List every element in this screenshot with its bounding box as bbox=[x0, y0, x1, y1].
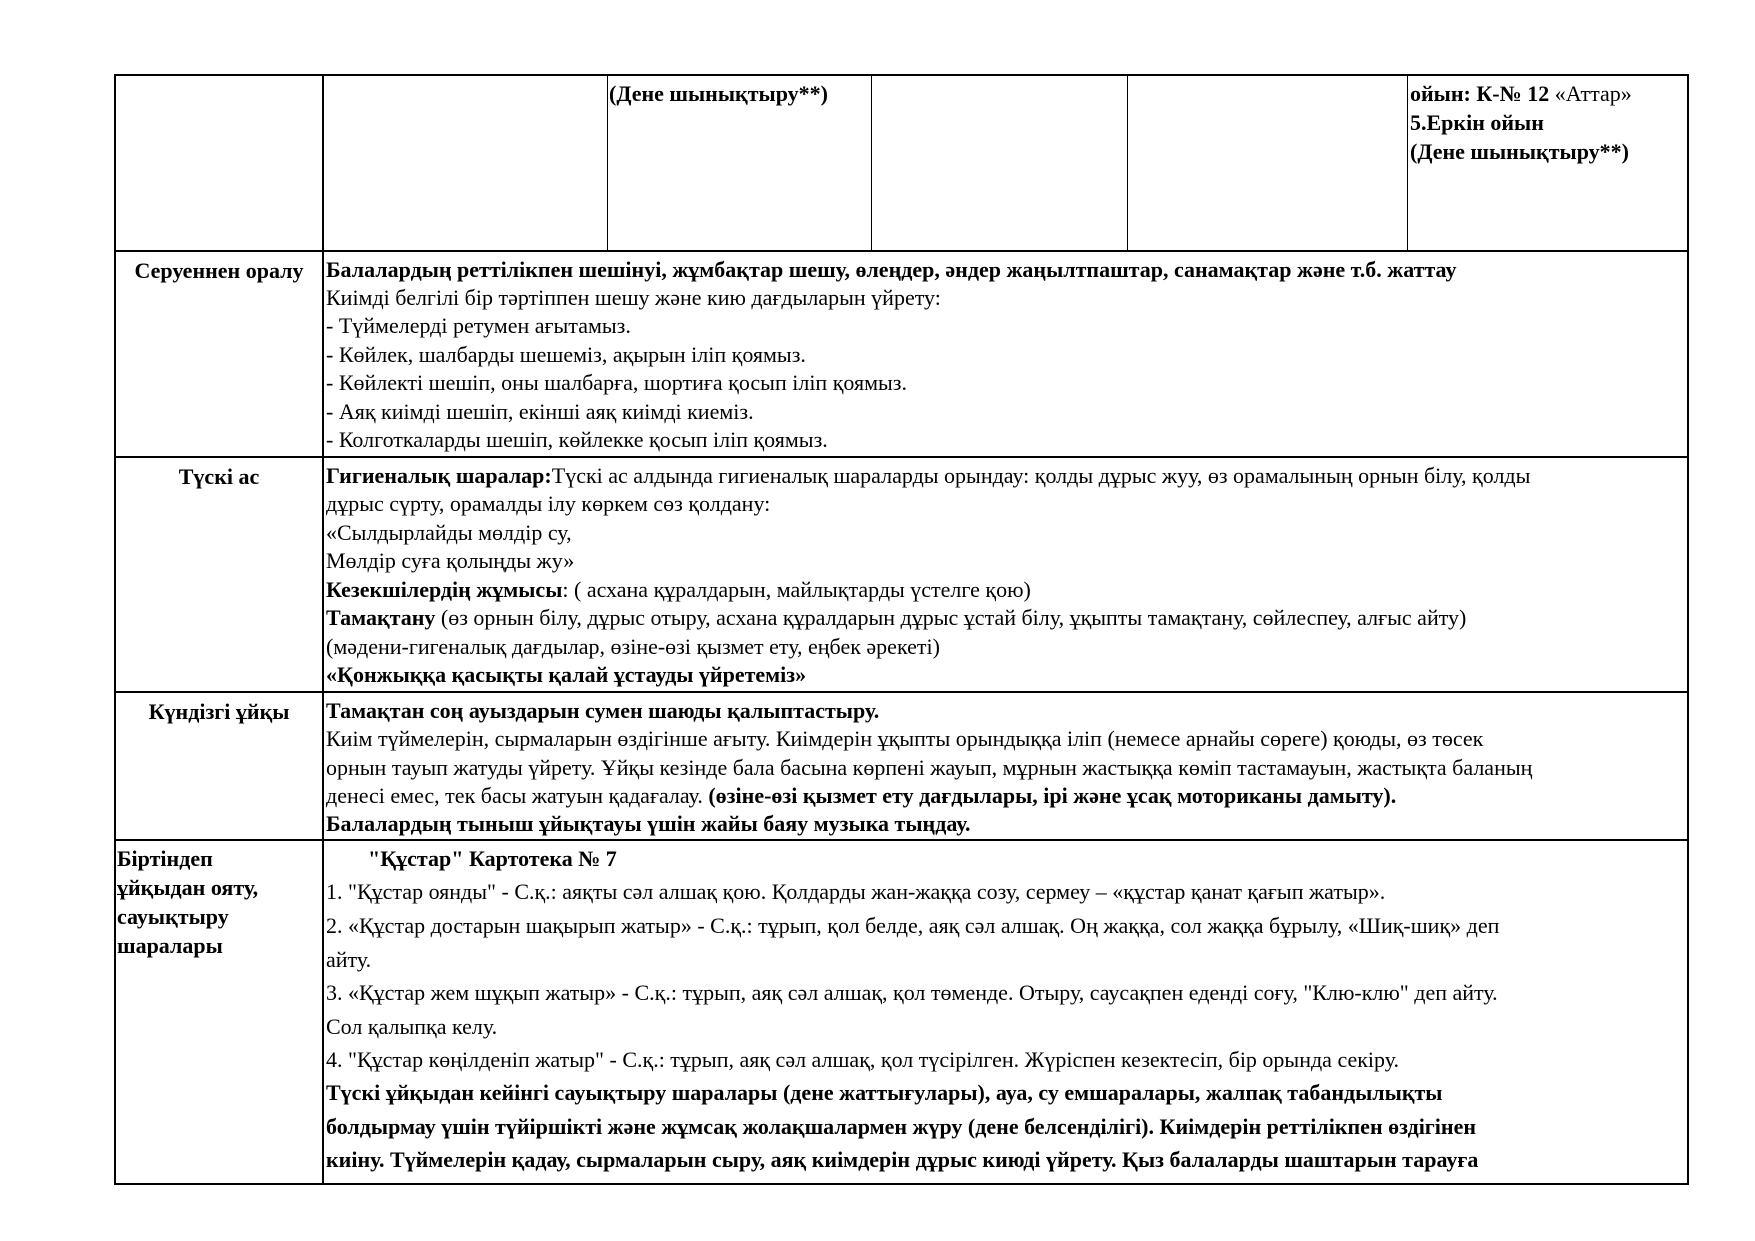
row2-label: Түскі ас bbox=[178, 464, 260, 489]
row0-col3-text: (Дене шынықтыру**) bbox=[609, 81, 828, 106]
row4-label-line: шаралары bbox=[117, 933, 223, 958]
row4-line: киіну. Түймелерін қадау, сырмаларын сыру, аяқ киімдерін дұрыс киюді үйрету. Қыз балаларды шаштарын тарауға bbox=[326, 1147, 1479, 1172]
row4-line: 1. "Құстар оянды" - С.қ.: аяқты сәл алшақ қою. Қолдарды жан-жаққа созу, сермеу – «құстар қанат қағып жатыр». bbox=[326, 879, 1386, 904]
row1-content bbox=[325, 252, 1687, 456]
table-border bbox=[607, 74, 608, 251]
row3-content bbox=[325, 693, 1687, 839]
row2-line: Кезекшілердің жұмысы: ( асхана құралдарын, майлықтарды үстелге қою) bbox=[326, 577, 1031, 602]
row3-line: Тамақтан соң ауыздарын сумен шаюды қалыптастыру. bbox=[326, 698, 880, 723]
row4-line: 3. «Құстар жем шұқып жатыр» - С.қ.: тұрып, аяқ сәл алшақ, қол төменде. Отыру, саусақпен еденді соғу, "Клю-клю" деп айту. bbox=[326, 980, 1498, 1005]
row4-label bbox=[116, 841, 322, 1183]
row4-label-line: ұйқыдан ояту, bbox=[117, 875, 259, 900]
table-border bbox=[871, 74, 872, 251]
row4-title: "Құстар" Картотека № 7 bbox=[368, 846, 617, 871]
row2-content bbox=[325, 458, 1687, 691]
row2-line: Тамақтану (өз орнын білу, дұрыс отыру, асхана құралдарын дұрыс ұстай білу, ұқыпты тамақтану, сөйлеспеу, алғыс айту) bbox=[326, 605, 1467, 630]
row0-col6-line: 5.Еркін ойын bbox=[1410, 110, 1544, 135]
row4-line: айту. bbox=[326, 947, 372, 972]
row3-line: Балалардың тыныш ұйықтауы үшін жайы баяу музыка тыңдау. bbox=[326, 811, 971, 836]
row1-line: - Колготкаларды шешіп, көйлекке қосып іліп қоямыз. bbox=[326, 427, 828, 452]
row4-label-line: Біртіндеп bbox=[117, 846, 213, 871]
row4-line: болдырмау үшін түйіршікті және жұмсақ жолақшалармен жүру (дене белсенділігі). Киімдерін реттілікпен өздігінен bbox=[326, 1114, 1477, 1139]
table-border bbox=[1127, 74, 1128, 251]
row1-line: - Көйлек, шалбарды шешеміз, ақырын іліп қоямыз. bbox=[326, 342, 806, 367]
row0-col6-line: (Дене шынықтыру**) bbox=[1410, 139, 1629, 164]
row2-line: (мәдени-гигеналық дағдылар, өзіне-өзі қызмет ету, еңбек әрекеті) bbox=[326, 634, 940, 659]
row4-line: Сол қалыпқа келу. bbox=[326, 1014, 498, 1039]
row2-line: «Сылдырлайды мөлдір су, bbox=[326, 520, 572, 545]
row2-line: Мөлдір суға қолыңды жу» bbox=[326, 548, 575, 573]
row1-line: - Көйлекті шешіп, оны шалбарға, шортиға қосып іліп қоямыз. bbox=[326, 370, 907, 395]
table-border bbox=[322, 74, 324, 1185]
row3-line: Киім түймелерін, сырмаларын өздігінше ағыту. Киімдерін ұқыпты орындыққа іліп (немесе арнайы сөреге) қоюды, өз төсек bbox=[326, 726, 1484, 751]
row3-line: денесі емес, тек басы жатуын қадағалау. (өзіне-өзі қызмет ету дағдылары, ірі және ұсақ моториканы дамыту). bbox=[326, 783, 1397, 808]
row4-content bbox=[325, 841, 1687, 1183]
table-border bbox=[1407, 74, 1408, 251]
row2-line: «Қонжыққа қасықты қалай ұстауды үйретеміз» bbox=[326, 662, 807, 687]
row1-line: Балалардың реттілікпен шешінуі, жұмбақтар шешу, өлеңдер, әндер жаңылтпаштар, санамақтар және т.б. жаттау bbox=[326, 257, 1457, 282]
row0-col6-cell bbox=[1409, 76, 1687, 250]
row3-label: Күндізгі ұйқы bbox=[148, 699, 290, 724]
row1-line: - Аяқ киімді шешіп, екінші аяқ киімді киеміз. bbox=[326, 399, 754, 424]
row4-line: 2. «Құстар достарын шақырып жатыр» - С.қ.: тұрып, қол белде, аяқ сәл алшақ. Оң жаққа, сол жаққа бұрылу, «Шиқ-шиқ» деп bbox=[326, 913, 1500, 938]
row4-label-line: сауықтыру bbox=[117, 904, 229, 929]
row1-line: - Түймелерді ретумен ағытамыз. bbox=[326, 313, 631, 338]
row1-line: Киімді белгілі бір тәртіппен шешу және кию дағдыларын үйрету: bbox=[326, 285, 941, 310]
table-border bbox=[114, 1183, 1689, 1185]
row2-line: Гигиеналық шаралар:Түскі ас алдында гигиеналық шараларды орындау: қолды дұрыс жуу, өз орамалының орнын білу, қолды bbox=[326, 463, 1531, 488]
row2-line: дұрыс сүрту, орамалды ілу көркем сөз қолдану: bbox=[326, 491, 771, 516]
table-border bbox=[1687, 74, 1689, 1185]
schedule-table bbox=[114, 74, 1689, 1185]
row1-label: Серуеннен оралу bbox=[134, 258, 304, 283]
row3-line: орнын тауып жатуды үйрету. Ұйқы кезінде бала басына көрпені жауып, мұрнын жастыққа көміп тастамауын, жастықта баланың bbox=[326, 755, 1533, 780]
row4-line: Түскі ұйқыдан кейінгі сауықтыру шаралары (дене жаттығулары), ауа, су емшаралары, жалпақ табандылықты bbox=[326, 1080, 1443, 1105]
row0-col6-line: ойын: К-№ 12 «Аттар» bbox=[1410, 81, 1632, 106]
row4-line: 4. "Құстар көңілденіп жатыр" - С.қ.: тұрып, аяқ сәл алшақ, қол түсірілген. Жүріспен кезектесіп, бір орында секіру. bbox=[326, 1047, 1400, 1072]
